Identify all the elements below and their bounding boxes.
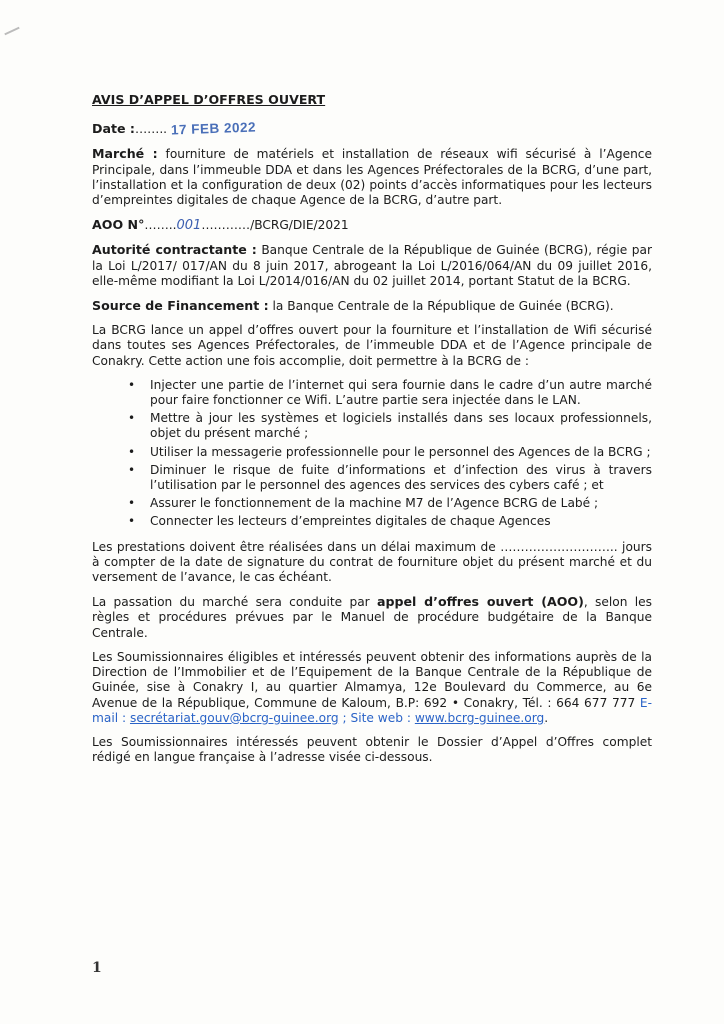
soumissionnaires-end: .	[544, 710, 549, 725]
source-text: la Banque Centrale de la République de Guinée (BCRG).	[272, 299, 614, 314]
marche-label: Marché :	[92, 146, 158, 162]
date-stamp: 17 FEB 2022	[170, 119, 257, 138]
autorite-text: Banque Centrale de la République de Guinée (BCRG), régie par la Loi L/2017/ 017/AN du 8 juin 2017, abrogeant la Loi L/2016/064/AN du 09 juillet 2016, elle-même modifiant la Loi L/2014/016/AN du 02 juillet 2014, portant Statut de la BCRG.	[92, 243, 652, 288]
source-label: Source de Financement :	[92, 298, 269, 314]
aoo-dots-before: ……..	[144, 218, 177, 233]
marche-paragraph	[92, 146, 652, 208]
soumissionnaires-text: Les Soumissionnaires éligibles et intéressés peuvent obtenir des informations auprès de la Direction de l’Immobilier et de l’Equipement de la Banque Centrale de la République de Guinée, sise à Conakry I, au quartier Almamya, 12e Boulevard du Commerce, au 6e Avenue de la République, Commune de Kaloum, B.P: 692 • Conakry, Tél. : 664 677 777	[92, 649, 652, 710]
intro-paragraph: La BCRG lance un appel d’offres ouvert pour la fourniture et l’installation de Wifi sécurisé dans toutes ses Agences Préfectorales, de l’immeuble DDA et de l’Agence principale de Conakry. Cette action une fois accomplie, doit permettre à la BCRG de :	[92, 323, 652, 368]
autorite-label: Autorité contractante :	[92, 242, 257, 258]
source-paragraph	[92, 298, 652, 314]
list-item: • Connecter les lecteurs d’empreintes digitales de chaque Agences	[150, 514, 652, 529]
list-item: • Assurer le fonctionnement de la machine M7 de l’Agence BCRG de Labé ;	[150, 496, 652, 511]
passation-paragraph	[92, 594, 652, 641]
document-title: AVIS D’APPEL D’OFFRES OUVERT	[92, 92, 326, 107]
list-item: • Mettre à jour les systèmes et logiciels installés dans ses locaux professionnels, objet du présent marché ;	[150, 411, 652, 441]
date-line	[92, 121, 652, 137]
aoo-line	[92, 217, 652, 233]
aoo-suffix: /BCRG/DIE/2021	[250, 218, 349, 233]
prestations-paragraph: Les prestations doivent être réalisées dans un délai maximum de ……………………….. jours à compter de la date de signature du contrat de fourniture objet du présent marché et du versement de l’avance, le cas échéant.	[92, 539, 652, 585]
passation-bold: appel d’offres ouvert (AOO)	[376, 594, 584, 610]
date-dots: ……..	[134, 122, 168, 137]
document-page	[92, 92, 652, 774]
list-item: • Utiliser la messagerie professionnelle pour le personnel des Agences de la BCRG ;	[150, 445, 652, 460]
aoo-handwritten-number: 001	[176, 218, 202, 234]
list-item: • Injecter une partie de l’internet qui sera fournie dans le cadre d’un autre marché pour faire fonctionner ce Wifi. L’autre partie sera injectée dans le LAN.	[150, 378, 652, 408]
website-link[interactable]: www.bcrg-guinee.org	[414, 710, 545, 725]
scan-mark	[4, 27, 19, 36]
objectives-list	[92, 378, 652, 530]
email-link[interactable]: secrétariat.gouv@bcrg-guinee.org	[129, 710, 339, 725]
site-label: ; Site web :	[342, 710, 411, 725]
email-label: E-mail :	[92, 695, 652, 725]
marche-text: fourniture de matériels et installation de réseaux wifi sécurisé à l’Agence Principale, dans l’immeuble DDA et dans les Agences Préfectorales de la BCRG, d’une part, l’installation et la configuration de deux (02) points d’accès informatiques pour les lecteurs d’empreintes digitales de chaque Agence de la BCRG, d’autre part.	[92, 147, 652, 208]
passation-text-after: , selon les règles et procédures prévues par le Manuel de procédure budgétaire de la Banque Centrale.	[92, 595, 652, 640]
page-number: 1	[92, 960, 102, 976]
aoo-label: AOO N°	[92, 217, 145, 233]
autorite-paragraph	[92, 242, 652, 289]
soumissionnaires-paragraph	[92, 650, 652, 726]
passation-text-before: La passation du marché sera conduite par	[92, 595, 370, 610]
dossier-paragraph: Les Soumissionnaires intéressés peuvent obtenir le Dossier d’Appel d’Offres complet rédigé en langue française à l’adresse visée ci-dessous.	[92, 734, 652, 765]
list-item: • Diminuer le risque de fuite d’informations et d’infection des virus à travers l’utilisation par le personnel des agences des services des cybers café ; et	[150, 463, 652, 493]
aoo-dots-after: …………	[201, 218, 251, 233]
date-label: Date :	[92, 121, 135, 137]
